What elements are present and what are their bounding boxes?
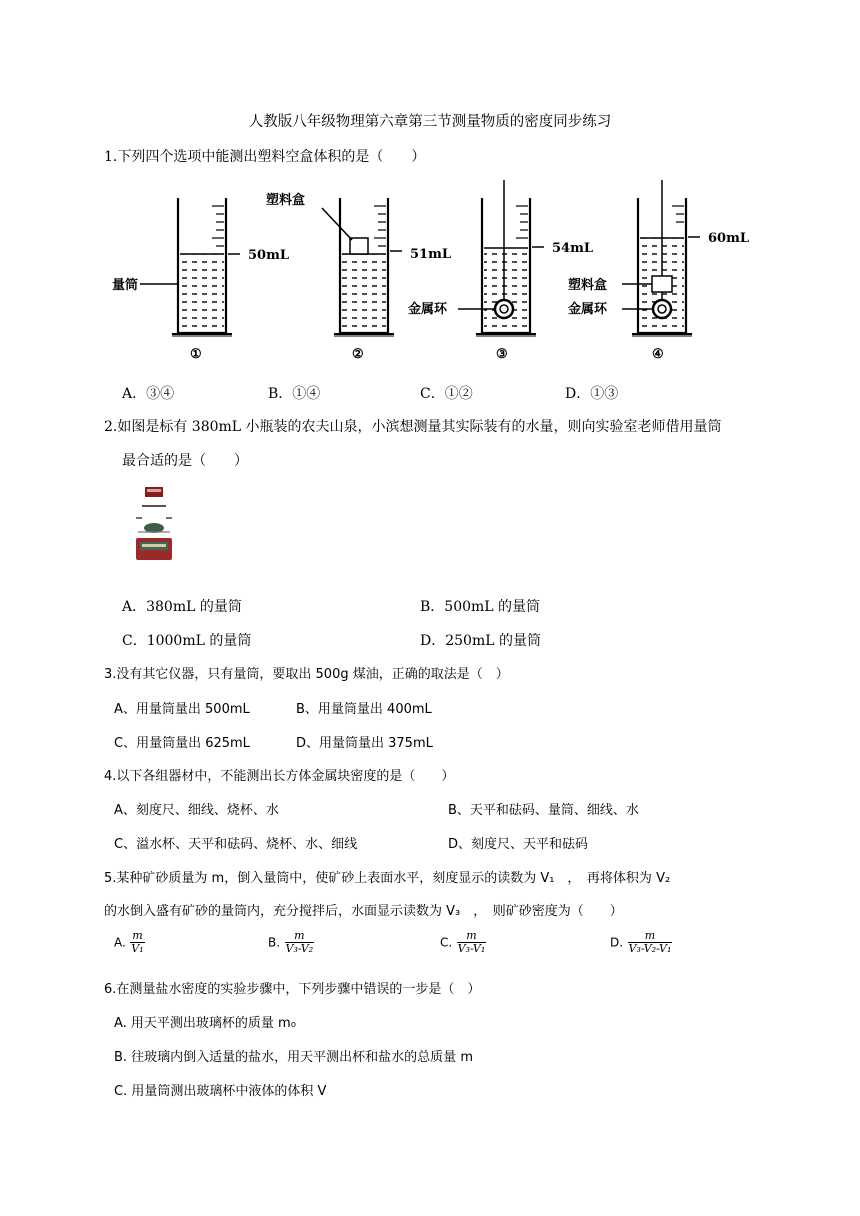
q5-option-d-fraction — [628, 930, 673, 955]
q5-option-a[interactable] — [114, 930, 145, 955]
q2-option-a[interactable]: A．380mL 的量筒 — [122, 599, 242, 615]
water-bottle-image — [128, 484, 180, 564]
question-1-stem: 1.下列四个选项中能测出塑料空盒体积的是（ ） — [104, 149, 426, 165]
cylinder-label: 量筒 — [112, 278, 139, 293]
figure-number-4: ④ — [652, 347, 664, 362]
reading-4: 60mL — [708, 231, 749, 246]
q5-option-a-label: A. — [114, 935, 126, 950]
cylinder-figure — [100, 178, 780, 368]
q5-a-denominator: V₁ — [131, 942, 144, 955]
metal-ring-label-1: 金属环 — [408, 302, 448, 317]
q6-option-c[interactable]: C. 用量筒测出玻璃杯中液体的体积 V — [114, 1084, 327, 1099]
q3-option-b[interactable]: B、用量筒量出 400mL — [296, 702, 432, 717]
q5-option-b-fraction — [285, 930, 315, 955]
q3-option-a[interactable]: A、用量筒量出 500mL — [114, 702, 250, 717]
question-2-stem-line1: 2.如图是标有 380mL 小瓶装的农夫山泉，小滨想测量其实际装有的水量，则向实验室老师借用量筒 — [104, 419, 722, 435]
q5-option-c-fraction — [457, 930, 487, 955]
q1-option-b[interactable]: B．①④ — [268, 386, 321, 402]
reading-1: 50mL — [248, 248, 289, 263]
q1-option-a[interactable]: A．③④ — [122, 386, 175, 402]
q1-option-c[interactable]: C．①② — [420, 386, 473, 402]
q5-c-numerator: m — [457, 930, 487, 943]
q5-d-numerator: m — [628, 930, 673, 943]
q5-b-numerator: m — [285, 930, 315, 943]
q4-option-b[interactable]: B、天平和砝码、量筒、细线、水 — [448, 803, 639, 818]
plastic-box-label-1: 塑料盒 — [266, 193, 306, 208]
figure-number-2: ② — [352, 347, 364, 362]
q5-a-numerator: m — [132, 929, 143, 942]
cylinder-4 — [622, 180, 700, 336]
plastic-box-label-2: 塑料盒 — [568, 278, 608, 293]
q4-option-a[interactable]: A、刻度尺、细线、烧杯、水 — [114, 803, 279, 818]
question-5-stem-line2: 的水倒入盛有矿砂的量筒内，充分搅拌后，水面显示读数为 V₃ ， 则矿砂密度为（ ） — [104, 904, 623, 919]
q5-b-denominator: V₃-V₂ — [285, 942, 314, 955]
q6-option-b[interactable]: B. 往玻璃内倒入适量的盐水，用天平测出杯和盐水的总质量 m — [114, 1050, 473, 1065]
q5-d-denominator: V₃-V₂-V₁ — [628, 942, 672, 955]
q2-option-b[interactable]: B．500mL 的量筒 — [420, 599, 541, 615]
figure-number-3: ③ — [496, 347, 508, 362]
q5-option-c-label: C. — [440, 935, 453, 950]
question-3-stem: 3.没有其它仪器，只有量筒，要取出 500g 煤油，正确的取法是（ ） — [104, 667, 509, 682]
cylinder-1 — [140, 198, 240, 336]
q1-option-d[interactable]: D．①③ — [565, 386, 619, 402]
question-2-stem-line2: 最合适的是（ ） — [122, 453, 248, 469]
q5-option-b-label: B. — [268, 935, 281, 950]
q3-option-c[interactable]: C、用量筒量出 625mL — [114, 736, 250, 751]
q5-option-d-label: D. — [610, 935, 624, 950]
q3-option-d[interactable]: D、用量筒量出 375mL — [296, 736, 433, 751]
q2-option-c[interactable]: C．1000mL 的量筒 — [122, 633, 252, 649]
page-title: 人教版八年级物理第六章第三节测量物质的密度同步练习 — [248, 114, 612, 130]
question-6-stem: 6.在测量盐水密度的实验步骤中，下列步骤中错误的一步是（ ） — [104, 982, 481, 997]
question-4-stem: 4.以下各组器材中，不能测出长方体金属块密度的是（ ） — [104, 769, 455, 784]
q5-option-c[interactable] — [440, 930, 486, 955]
q2-option-d[interactable]: D．250mL 的量筒 — [420, 633, 541, 649]
reading-2: 51mL — [410, 247, 451, 262]
cylinder-3 — [458, 180, 544, 336]
reading-3: 54mL — [552, 241, 593, 256]
q5-option-b[interactable] — [268, 930, 314, 955]
cylinder-2 — [322, 198, 402, 336]
q4-option-c[interactable]: C、溢水杯、天平和砝码、烧杯、水、细线 — [114, 837, 358, 852]
q5-option-d[interactable] — [610, 930, 672, 955]
metal-ring-label-2: 金属环 — [568, 302, 608, 317]
figure-number-1: ① — [190, 347, 202, 362]
q6-option-a[interactable]: A. 用天平测出玻璃杯的质量 m₀ — [114, 1016, 296, 1031]
question-5-stem-line1: 5.某种矿砂质量为 m，倒入量筒中，使矿砂上表面水平，刻度显示的读数为 V₁ ， 再将体积为 V₂ — [104, 871, 671, 886]
q5-c-denominator: V₃-V₁ — [457, 942, 486, 955]
q5-option-a-fraction — [130, 930, 144, 955]
q4-option-d[interactable]: D、刻度尺、天平和砝码 — [448, 837, 589, 852]
